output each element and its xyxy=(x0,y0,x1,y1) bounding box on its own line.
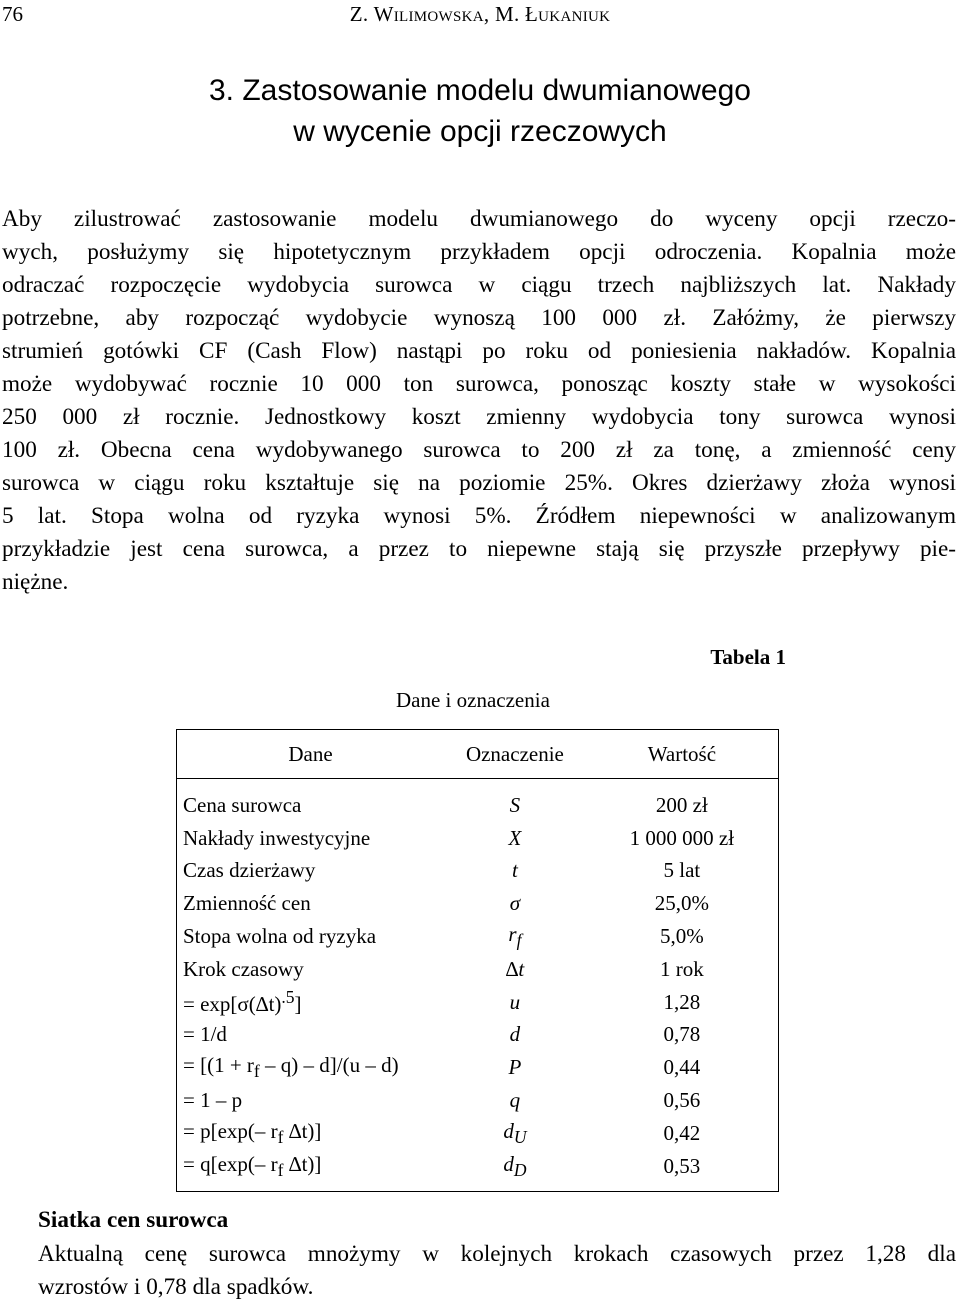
row-symbol: d xyxy=(509,1022,521,1047)
page-number: 76 xyxy=(2,2,23,26)
row-value: 0,56 xyxy=(663,1088,701,1113)
row-value: 1 rok xyxy=(660,956,704,981)
paragraph-line: 250 000 zł rocznie. Jednostkowy koszt zmienny wydobycia tony surowca wynosi xyxy=(2,404,956,430)
row-symbol: $r_f$ xyxy=(508,921,522,951)
data-table xyxy=(176,729,779,1192)
paragraph-line: potrzebne, aby rozpocząć wydobycie wynoszą 100 000 zł. Załóżmy, że pierwszy xyxy=(2,305,956,331)
row-value: 5,0% xyxy=(660,924,704,949)
table-row xyxy=(177,822,779,855)
row-value: 1 000 000 zł xyxy=(629,825,735,850)
row-symbol: q xyxy=(509,1088,521,1113)
paragraph-line: odraczać rozpoczęcie wydobycia surowca w ciągu trzech najbliższych lat. Nakłady xyxy=(2,272,956,298)
header-value: Wartość xyxy=(586,730,779,779)
row-name: Cena surowca xyxy=(183,792,302,817)
paragraph-line: niężne. xyxy=(2,569,69,595)
table-row xyxy=(177,1084,779,1117)
row-value: 0,42 xyxy=(663,1120,701,1145)
row-name: Czas dzierżawy xyxy=(183,858,316,883)
row-value: 200 zł xyxy=(655,792,708,817)
table-row xyxy=(177,887,779,920)
paragraph-line: Aktualną cenę surowca mnożymy w kolejnych krokach czasowych przez 1,28 dla xyxy=(38,1241,956,1267)
running-head: Z. Wilimowska, M. Łukaniuk xyxy=(349,2,611,26)
row-value: 25,0% xyxy=(654,891,709,916)
row-name: Nakłady inwestycyjne xyxy=(183,825,371,850)
table-row xyxy=(177,953,779,986)
section-title-line-2: w wycenie opcji rzeczowych xyxy=(293,115,667,148)
subsection-paragraph xyxy=(38,1238,956,1304)
header-name: Dane xyxy=(177,730,445,779)
row-symbol: ∆t xyxy=(505,956,525,981)
paragraph-line: 100 zł. Obecna cena wydobywanego surowca to 200 zł za tonę, a zmienność ceny xyxy=(2,437,956,463)
paragraph-line: 5 lat. Stopa wolna od ryzyka wynosi 5%. Źródłem niepewności w analizowanym xyxy=(2,503,956,529)
row-name: Zmienność cen xyxy=(183,891,311,916)
paragraph-line: przykładzie jest cena surowca, a przez to niepewne stają się przyszłe przepływy pie- xyxy=(2,536,956,562)
subsection-heading: Siatka cen surowca xyxy=(38,1207,229,1233)
table-row xyxy=(177,1051,779,1084)
paragraph-line: może wydobywać rocznie 10 000 ton surowca, ponosząc koszty stałe w wysokości xyxy=(2,371,956,397)
row-symbol: t xyxy=(511,858,518,883)
paragraph-line: surowca w ciągu roku kształtuje się na poziomie 25%. Okres dzierżawy złoża wynosi xyxy=(2,470,956,496)
row-value: 1,28 xyxy=(663,989,701,1014)
table-row xyxy=(177,1150,779,1191)
paragraph-line: strumień gotówki CF (Cash Flow) nastąpi po roku od poniesienia nakładów. Kopalnia xyxy=(2,338,956,364)
row-name: Krok czasowy xyxy=(183,956,304,981)
table-row xyxy=(177,779,779,822)
row-value: 5 lat xyxy=(663,858,701,883)
table-row xyxy=(177,855,779,888)
paragraph-line: Aby zilustrować zastosowanie modelu dwumianowego do wyceny opcji rzeczo- xyxy=(2,206,956,232)
row-value: 0,44 xyxy=(663,1055,701,1080)
row-name: = $\exp[\sigma(\Delta t)^{.5}]$ xyxy=(183,987,302,1017)
row-value: 0,78 xyxy=(663,1022,701,1047)
table-row xyxy=(177,1019,779,1052)
table-row xyxy=(177,986,779,1019)
section-title-line-1: 3. Zastosowanie modelu dwumianowego xyxy=(209,74,751,107)
row-symbol: P xyxy=(508,1055,522,1080)
row-name: = 1/d xyxy=(183,1022,227,1047)
table-row xyxy=(177,1117,779,1150)
row-name: = p[exp(– $r_f$ ∆t)] xyxy=(183,1118,322,1147)
paragraph-line: wzrostów i 0,78 dla spadków. xyxy=(38,1274,314,1300)
row-symbol: X xyxy=(508,825,522,850)
row-symbol: $d_U$ xyxy=(503,1118,527,1147)
row-value: 0,53 xyxy=(663,1153,701,1178)
table-header-row xyxy=(177,730,779,779)
table-title: Dane i oznaczenia xyxy=(396,688,550,712)
row-symbol: u xyxy=(509,989,521,1014)
table-row xyxy=(177,920,779,953)
paragraph-line: wych, posłużymy się hipotetycznym przykładem opcji odroczenia. Kopalnia może xyxy=(2,239,956,265)
row-name: Stopa wolna od ryzyka xyxy=(183,924,377,949)
row-name: = q[exp(– $r_f$ ∆t)] xyxy=(183,1151,322,1180)
header-symbol: Oznaczenie xyxy=(444,730,586,779)
page-header xyxy=(0,2,960,26)
table-number-label: Tabela 1 xyxy=(710,645,786,669)
row-symbol: $d_D$ xyxy=(503,1151,527,1180)
row-symbol: σ xyxy=(509,891,521,916)
row-symbol: S xyxy=(509,792,521,817)
row-name: = 1 – p xyxy=(183,1088,243,1113)
body-paragraph xyxy=(2,203,956,599)
section-title xyxy=(0,70,960,152)
row-name: = $[(1 + r_f - q) - d]/(u - d)$ xyxy=(183,1053,399,1082)
